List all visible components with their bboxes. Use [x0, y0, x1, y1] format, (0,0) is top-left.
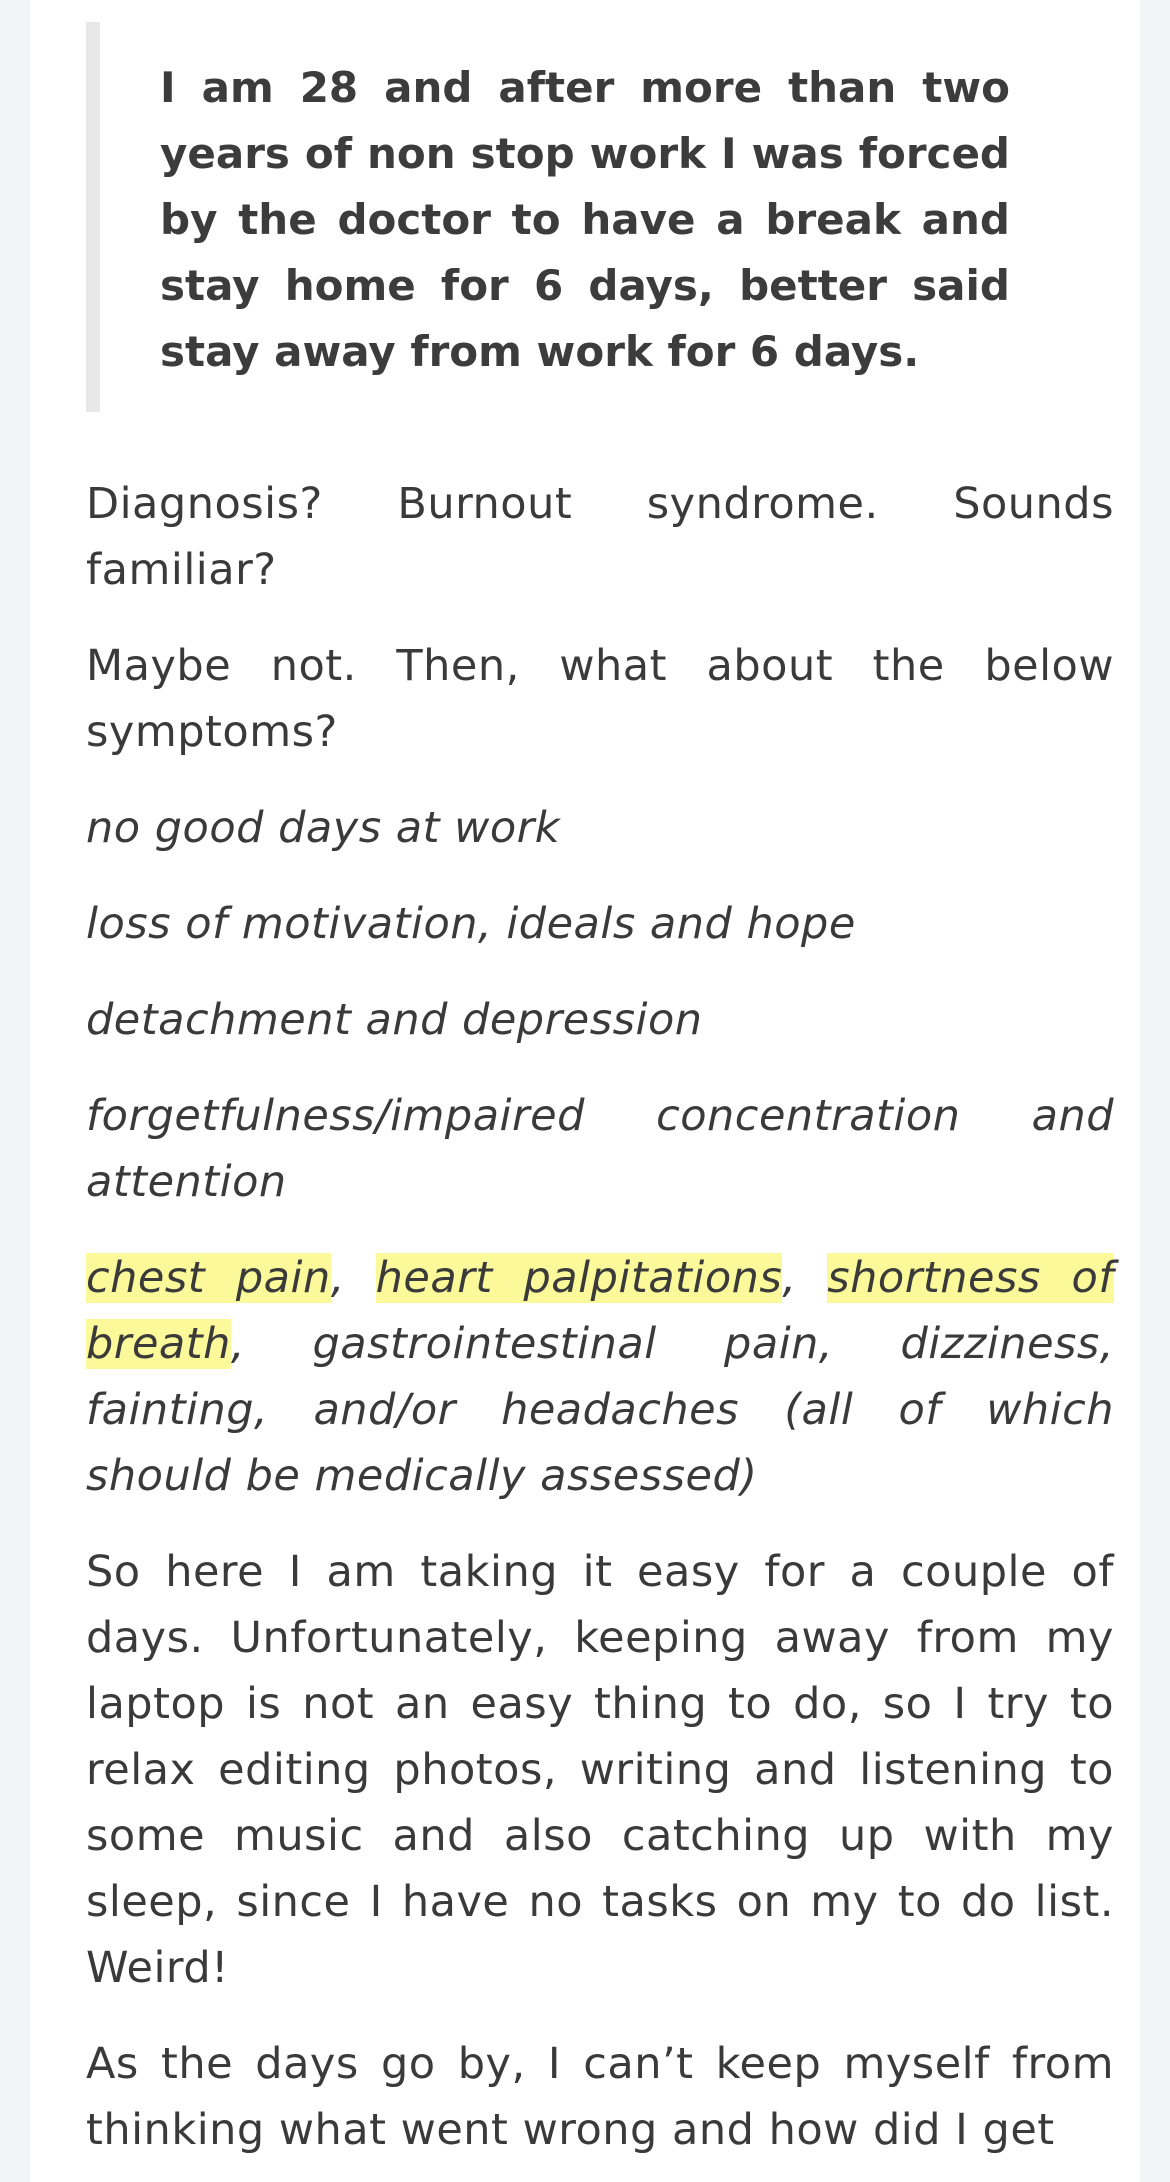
paragraph-as-days: As the days go by, I can’t keep myself from thinking what went wrong and how did I get	[86, 2039, 1114, 2155]
symptom-item: forgetfulness/impaired concentration and attention	[86, 1091, 1114, 1207]
blockquote-text: I am 28 and after more than two years of non stop work I was forced by the doctor to have a break and stay home for 6 days, better said stay away from work for 6 days.	[160, 63, 1010, 376]
paragraph-maybe-not: Maybe not. Then, what about the below symptoms?	[86, 641, 1114, 757]
highlight-shortness-of-breath: shortness of breath	[86, 1253, 1114, 1369]
symptom-rest-text: , gastrointestinal pain, dizziness, fainting, and/or headaches (all of which should be medically assessed)	[86, 1319, 1114, 1501]
blockquote	[86, 22, 1054, 412]
article-body	[86, 471, 1114, 2182]
article-page	[30, 0, 1140, 2182]
symptom-item-physical	[86, 1245, 1114, 1509]
symptom-item: loss of motivation, ideals and hope	[86, 899, 856, 949]
highlight-chest-pain: chest pain	[86, 1253, 331, 1303]
highlight-heart-palpitations: heart palpitations	[375, 1253, 783, 1303]
paragraph-so-here: So here I am taking it easy for a couple of days. Unfortunately, keeping away from my laptop is not an easy thing to do, so I try to relax editing photos, writing and listening to some music and also catching up with my sleep, since I have no tasks on my to do list. Weird!	[86, 1547, 1114, 1993]
separator: ,	[782, 1253, 828, 1303]
symptom-item: detachment and depression	[86, 995, 703, 1045]
symptom-item: no good days at work	[86, 803, 561, 853]
separator: ,	[330, 1253, 376, 1303]
paragraph-diagnosis: Diagnosis? Burnout syndrome. Sounds familiar?	[86, 479, 1114, 595]
